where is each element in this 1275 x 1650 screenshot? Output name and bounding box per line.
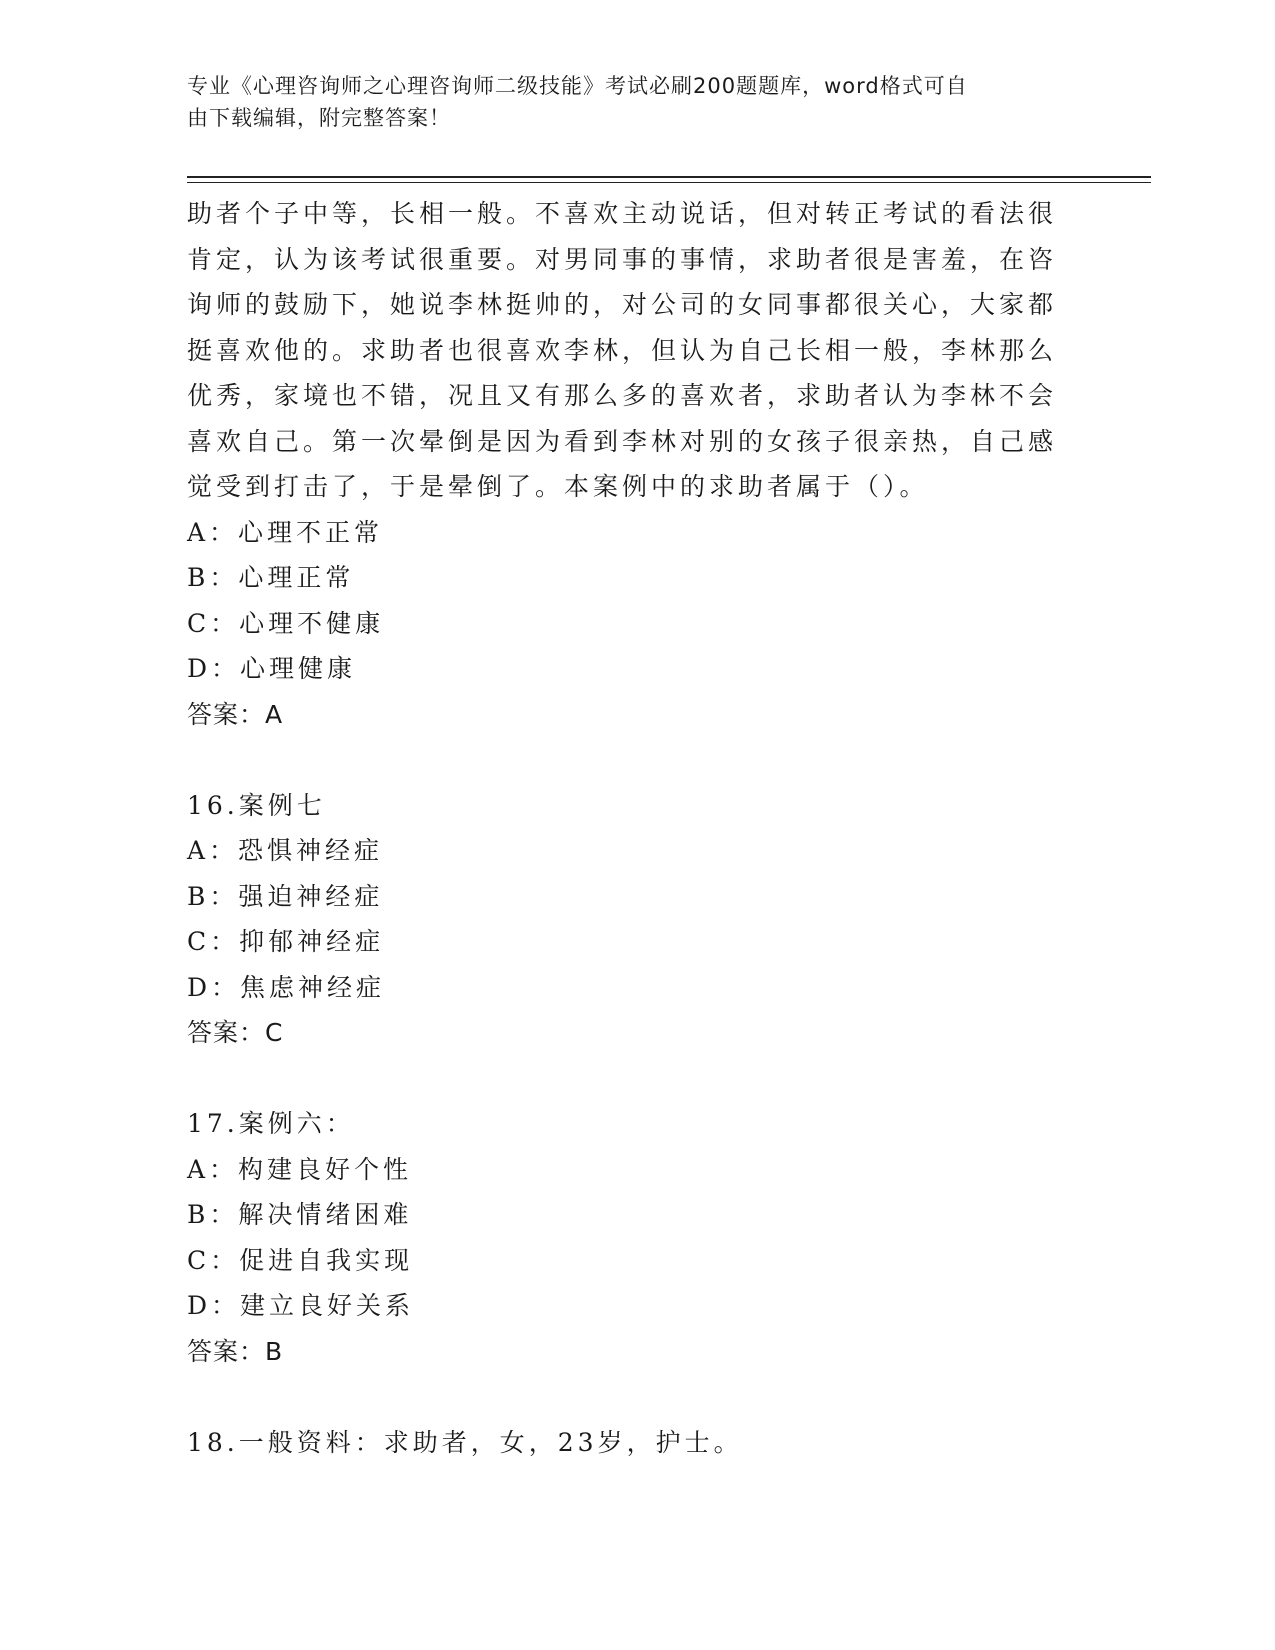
question-text-line: 助者个子中等，长相一般。不喜欢主动说话，但对转正考试的看法很 [187, 199, 1058, 228]
question-text-line: 喜欢自己。第一次晕倒是因为看到李林对别的女孩子很亲热，自己感 [187, 426, 1058, 456]
option-a: A：心理不正常 [187, 517, 384, 547]
document-header [187, 70, 1057, 134]
question-title: 16.案例七 [187, 790, 326, 820]
option-a: A：恐惧神经症 [187, 836, 384, 865]
option-c: C：心理不健康 [187, 608, 385, 638]
option-c: C：促进自我实现 [187, 1245, 414, 1275]
question-17 [187, 1101, 1057, 1374]
question-15-continued [187, 191, 1057, 737]
option-a: A：构建良好个性 [187, 1154, 413, 1184]
question-18 [187, 1420, 1057, 1466]
header-divider-thick [187, 176, 1151, 178]
option-d: D：焦虑神经症 [187, 972, 386, 1002]
spacer [187, 1374, 1057, 1420]
option-d: D：建立良好关系 [187, 1291, 415, 1320]
header-line-2: 由下载编辑，附完整答案！ [187, 106, 451, 130]
option-b: B：解决情绪困难 [187, 1200, 413, 1229]
spacer [187, 737, 1057, 783]
option-b: B：心理正常 [187, 563, 355, 592]
question-text-line: 肯定，认为该考试很重要。对男同事的事情，求助者很是害羞，在咨 [187, 244, 1058, 274]
header-divider-thin [187, 182, 1151, 183]
answer-label: 答案：A [187, 699, 284, 729]
question-16 [187, 783, 1057, 1056]
answer-label: 答案：C [187, 1018, 284, 1047]
question-text-line: 觉受到打击了，于是晕倒了。本案例中的求助者属于（）。 [187, 472, 929, 501]
header-line-1: 专业《心理咨询师之心理咨询师二级技能》考试必刷200题题库，word格式可自 [187, 74, 968, 98]
question-text-line: 优秀，家境也不错，况且又有那么多的喜欢者，求助者认为李林不会 [187, 381, 1058, 410]
question-text-line: 挺喜欢他的。求助者也很喜欢李林，但认为自己长相一般，李林那么 [187, 335, 1058, 365]
question-text-line: 询师的鼓励下，她说李林挺帅的，对公司的女同事都很关心，大家都 [187, 290, 1058, 319]
option-c: C：抑郁神经症 [187, 927, 385, 956]
spacer [187, 1056, 1057, 1102]
option-b: B：强迫神经症 [187, 881, 384, 911]
question-title: 18.一般资料：求助者，女，23岁，护士。 [187, 1427, 743, 1457]
answer-label: 答案：B [187, 1336, 284, 1366]
option-d: D：心理健康 [187, 654, 357, 683]
question-title: 17.案例六： [187, 1109, 355, 1138]
document-body [187, 191, 1057, 1465]
